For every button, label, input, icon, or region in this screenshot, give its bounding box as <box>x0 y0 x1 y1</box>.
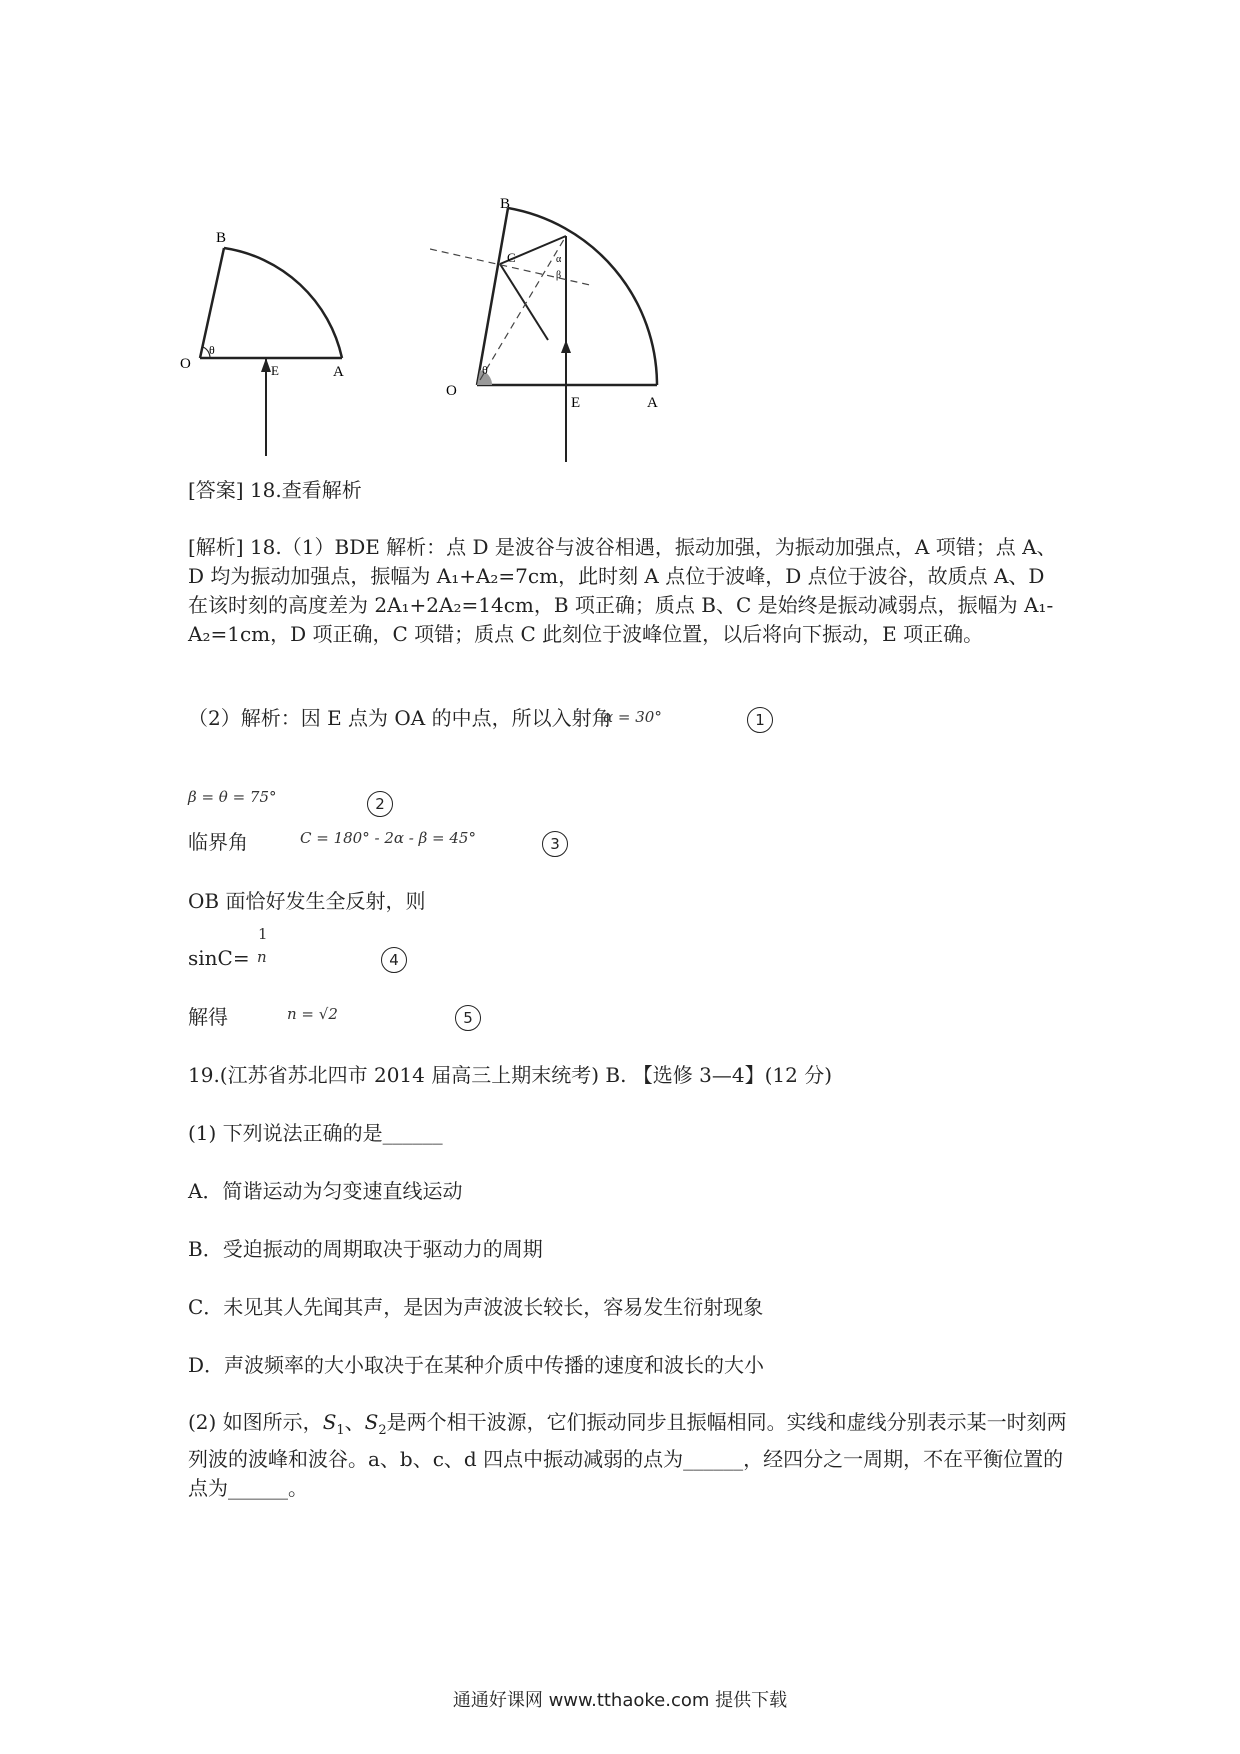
step4-text: sinC= <box>188 946 250 970</box>
source-s1-subscript: 1 <box>336 1423 345 1438</box>
right-label-E: E <box>571 395 581 411</box>
step5-number: 5 <box>455 1005 481 1031</box>
step4-fraction-bottom: n <box>257 948 267 966</box>
q19-sub2-rest: 是两个相干波源，它们振动同步且振幅相同。实线和虚线分别表示某一时刻两列波的波峰和波谷。a、b、c、d 四点中振动减弱的点为______，经四分之一周期，不在平衡位置的点为______。 <box>188 1410 1067 1500</box>
right-label-alpha: α <box>556 254 562 265</box>
step4-fraction-top: 1 <box>258 925 268 943</box>
step2-formula: β = θ = 75° <box>188 788 277 806</box>
step3-number: 3 <box>542 831 568 857</box>
q19-option-b: B．受迫振动的周期取决于驱动力的周期 <box>188 1237 543 1261</box>
left-label-O: O <box>180 356 191 372</box>
right-sector-figure <box>430 190 680 465</box>
step3-formula: C = 180° - 2α - β = 45° <box>300 829 476 847</box>
right-label-B: B <box>500 196 511 212</box>
step2-number: 2 <box>367 791 393 817</box>
q19-sub2-intro: (2) 如图所示， <box>188 1410 323 1434</box>
left-label-E: E <box>271 363 279 378</box>
left-sector-figure <box>180 220 410 465</box>
q19-option-d: D．声波频率的大小取决于在某种介质中传播的速度和波长的大小 <box>188 1353 765 1377</box>
source-s2: S <box>364 1410 379 1434</box>
ob-total-reflection-line: OB 面恰好发生全反射，则 <box>188 889 426 913</box>
step1-formula: α = 30° <box>603 708 662 726</box>
left-label-A: A <box>333 364 344 380</box>
right-label-O: O <box>446 383 457 399</box>
left-label-B: B <box>216 230 227 246</box>
left-label-theta: θ <box>209 343 215 357</box>
right-label-A: A <box>647 395 658 411</box>
step1-text: （2）解析：因 E 点为 OA 的中点，所以入射角 <box>188 706 612 730</box>
q19-option-a: A．简谐运动为匀变速直线运动 <box>188 1179 463 1203</box>
source-s2-subscript: 2 <box>378 1423 387 1438</box>
step5-text: 解得 <box>188 1005 228 1029</box>
right-label-beta: β <box>556 270 562 281</box>
answer-line: [答案] 18.查看解析 <box>188 478 362 502</box>
right-label-C: C <box>507 250 516 265</box>
step4-number: 4 <box>381 947 407 973</box>
q19-sub2 <box>188 1408 1068 1503</box>
step3-text: 临界角 <box>188 830 248 854</box>
q19-title: 19.(江苏省苏北四市 2014 届高三上期末统考) B. 【选修 3—4】(12 分) <box>188 1063 833 1087</box>
right-label-theta: θ <box>482 363 488 377</box>
step5-formula: n = √2 <box>287 1005 338 1023</box>
q19-sub1: (1) 下列说法正确的是______ <box>188 1121 443 1145</box>
source-separator: 、 <box>344 1410 365 1434</box>
page-footer: 通通好课网 www.tthaoke.com 提供下载 <box>452 1690 788 1711</box>
q19-option-c: C．未见其人先闻其声，是因为声波波长较长，容易发生衍射现象 <box>188 1295 764 1319</box>
step1-number: 1 <box>747 707 773 733</box>
analysis-part1: [解析] 18.（1）BDE 解析：点 D 是波谷与波谷相遇，振动加强，为振动加强点，A 项错；点 A、D 均为振动加强点，振幅为 A₁+A₂=7cm，此时刻 A 点位于波峰，D 点位于波谷，故质点 A、D 在该时刻的高度差为 2A₁+2A₂=14cm，B 项正确；质点 B、C 是始终是振动减弱点，振幅为 A₁-A₂=1cm，D 项正确，C 项错；质点 C 此刻位于波峰位置，以后将向下振动，E 项正确。 <box>188 535 1057 646</box>
source-s1: S <box>322 1410 337 1434</box>
